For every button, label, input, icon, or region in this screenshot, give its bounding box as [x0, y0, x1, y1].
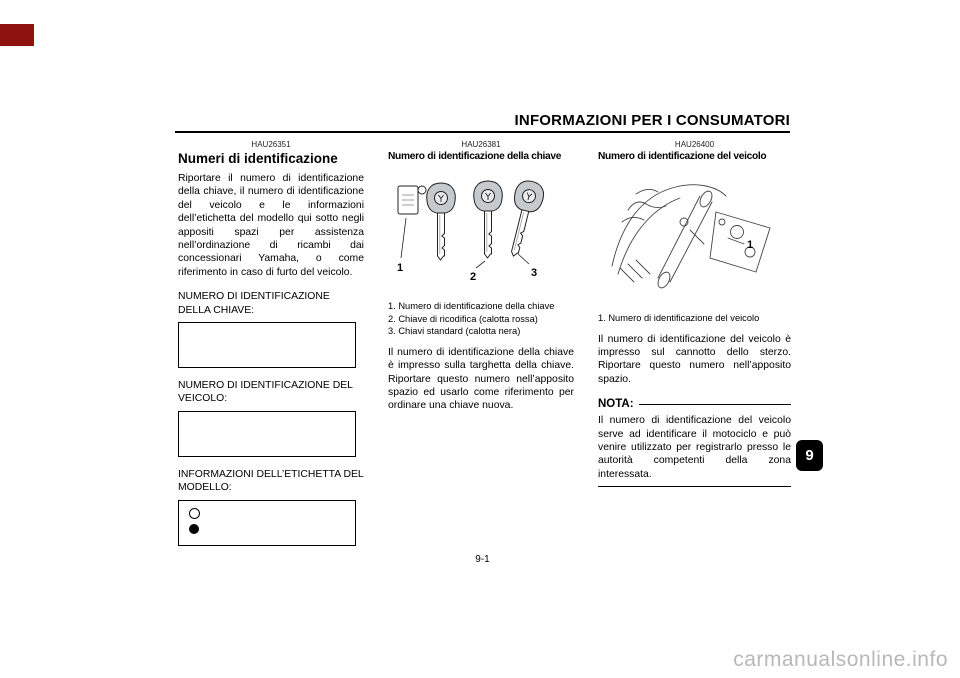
chapter-tab: 9 — [796, 440, 823, 471]
caption-line: 2. Chiave di ricodifica (calotta rossa) — [388, 313, 538, 324]
vehicle-figure-caption — [598, 312, 791, 325]
nota-rule — [639, 404, 791, 405]
vehicle-fig-label-1: 1 — [747, 239, 754, 251]
header-title: INFORMAZIONI PER I CONSUMATORI — [514, 112, 790, 129]
caption-line: 3. Chiavi standard (calotta nera) — [388, 326, 521, 337]
section-heading-vehicle-number: Numero di identificazione del veicolo — [598, 151, 767, 162]
key-fig-label-1: 1 — [397, 262, 404, 274]
key-fig-label-3: 3 — [531, 267, 538, 279]
section-heading-key-number: Numero di identificazione della chiave — [388, 151, 562, 162]
ref-code-col3: HAU26400 — [674, 140, 715, 149]
red-corner-mark — [0, 24, 34, 46]
steering-head-illustration — [598, 168, 791, 308]
key-number-box — [178, 322, 356, 368]
nota-paragraph: Il numero di identificazione del veicolo serve ad identificare il motociclo e può venire utilizzato per registrarlo presso le autorità competenti della zona interessata. — [598, 415, 791, 480]
ref-code-col2: HAU26381 — [461, 140, 501, 149]
filled-circle-icon — [189, 524, 199, 534]
nota-label: NOTA: — [598, 398, 634, 411]
keys-illustration — [388, 168, 574, 296]
model-info-label: INFORMAZIONI DELL’ETICHETTA DEL MODELLO: — [178, 468, 364, 494]
key-number-label: NUMERO DI IDENTIFICAZIONE DELLA CHIAVE: — [178, 291, 330, 316]
nota-closing-rule — [598, 486, 791, 487]
caption-line: 1. Numero di identificazione della chiave — [388, 301, 555, 311]
key-number-paragraph: Il numero di identificazione della chiave è impresso sulla targhetta della chiave. Riportare questo numero nell’apposito spazio ed usarlo come riferimento per ordinare una chiave nuova. — [388, 346, 574, 412]
open-circle-icon — [189, 508, 200, 519]
vehicle-number-label: NUMERO DI IDENTIFICAZIONE DEL VEICOLO: — [178, 380, 353, 405]
ref-code-col1: HAU26351 — [251, 140, 291, 149]
caption-line: 1. Numero di identificazione del veicolo — [598, 313, 760, 323]
watermark: carmanualsonline.info — [733, 648, 948, 671]
page-number: 9-1 — [475, 554, 490, 565]
vehicle-number-box — [178, 411, 356, 457]
model-info-box — [178, 500, 356, 546]
key-figure-caption — [388, 300, 574, 338]
key-fig-label-2: 2 — [470, 271, 477, 283]
header-rule — [175, 131, 790, 133]
section-heading-identification: Numeri di identificazione — [178, 151, 338, 166]
column-identification-numbers — [178, 140, 364, 546]
column-key-identification — [388, 140, 574, 413]
nota-heading — [598, 398, 791, 410]
page-header — [175, 112, 790, 129]
vehicle-number-paragraph: Il numero di identificazione del veicolo è impresso sul cannotto dello sterzo. Riportare questo numero nell’apposito spazio. — [598, 333, 791, 385]
identification-paragraph: Riportare il numero di identificazione della chiave, il numero di identificazione del veicolo e le informazioni dell’etichetta del modello qui sotto negli appositi spazi per assistenza nell’ordinazione di ricambi dai concessionari Yamaha, o come riferimento in caso di furto del veicolo. — [178, 173, 364, 278]
column-vehicle-identification — [598, 140, 791, 487]
